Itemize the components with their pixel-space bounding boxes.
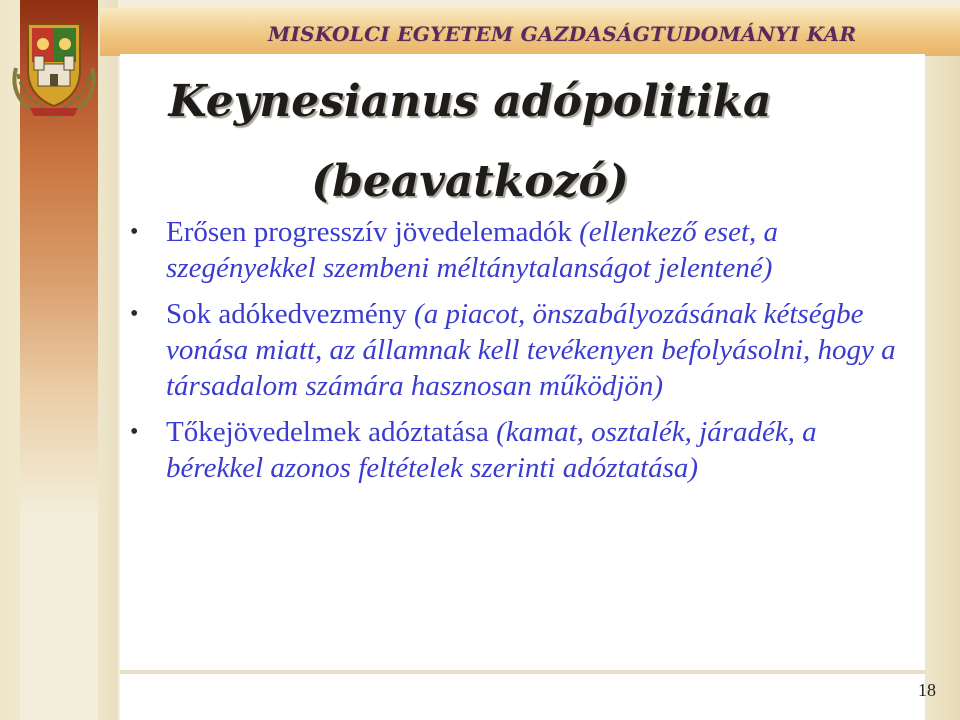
footer-area [120, 674, 925, 720]
bullet-text-italic: (ellenkező eset, a szegényekkel szembeni méltánytalanságot jelentené) [166, 216, 779, 284]
bullet-dot-icon: • [130, 301, 139, 327]
bullet-text: Erősen progresszív jövedelemadók [166, 216, 580, 248]
bullet-item [130, 214, 920, 286]
page-number: 18 [918, 680, 936, 700]
right-decor-border [925, 56, 960, 720]
slide-title-line-2: (beavatkozó) [311, 156, 629, 207]
bullet-list [130, 214, 920, 496]
bullet-text-italic: (a piacot, önszabályozásának kétségbe vonása miatt, az államnak kell tevékenyen befolyásolni, hogy a társadalom számára hasznosan működjön) [166, 298, 896, 402]
bullet-text-italic: (kamat, osztalék, járadék, a bérekkel azonos feltételek szerinti adóztatása) [166, 416, 817, 484]
bullet-item [130, 296, 920, 404]
slide-title [120, 62, 820, 222]
bullet-dot-icon: • [130, 219, 139, 245]
bullet-text: Tőkejövedelmek adóztatása [166, 416, 497, 448]
bullet-text: Sok adókedvezmény [166, 298, 415, 330]
bullet-item [130, 414, 920, 486]
slide-title-line-1: Keynesianus adópolitika [168, 76, 772, 127]
university-crest-icon [6, 10, 102, 120]
institution-title: MISKOLCI EGYETEM GAZDASÁGTUDOMÁNYI KAR [268, 22, 857, 46]
bullet-dot-icon: • [130, 419, 139, 445]
